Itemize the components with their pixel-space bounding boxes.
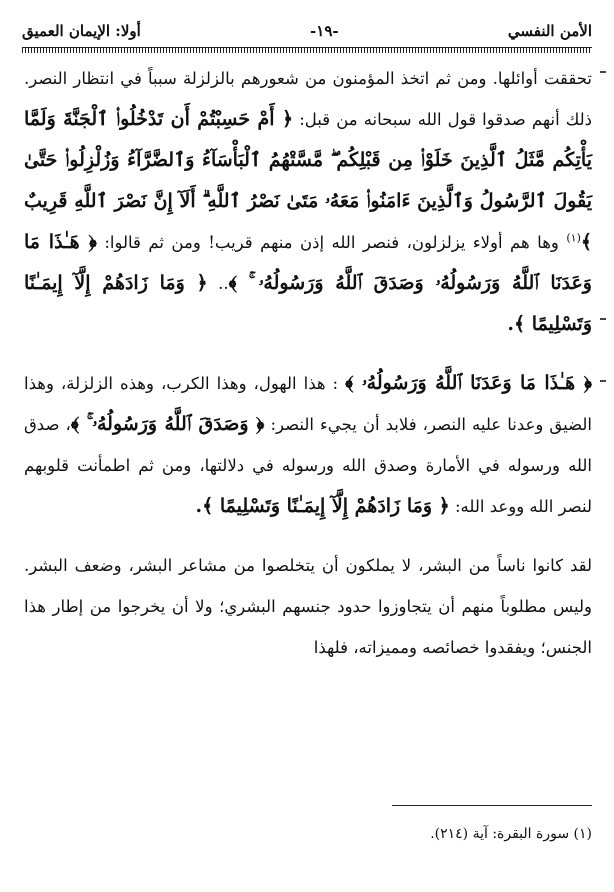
text-run: : هذا الهول، وهذا الكرب، وهذه الزلزلة، وهذا الضيق وعدنا عليه النصر، فلابد أن يجيء النصر: xyxy=(24,374,593,434)
margin-mark xyxy=(600,318,606,320)
page-number: -١٩- xyxy=(310,22,339,40)
quran-verse: ﴿ هَـٰذَا مَا وَعَدَنَا ٱللَّهُ وَرَسُولُهُۥ ﴾ xyxy=(345,372,592,394)
footnote: (١) سورة البقرة: آية (٢١٤). xyxy=(430,826,592,842)
paragraph-1 xyxy=(24,58,592,345)
header-rule xyxy=(22,47,592,53)
paragraph-3: لقد كانوا ناساً من البشر، لا يملكون أن يتخلصوا من مشاعر البشر، وضعف البشر. وليس مطلوباً منهم أن يتجاوزوا حدود جنسهم البشري؛ ولا أن يخرجوا من إطار هذا الجنس؛ ويفقدوا خصائصه ومميزاته، فلهذا xyxy=(24,556,592,657)
running-header xyxy=(22,18,592,44)
text-run: تحققت أوائلها. ومن ثم اتخذ المؤمنون من شعورهم بالزلزلة سبباً في انتظار النصر. ذلك أنهم صدقوا قول الله سبحانه من قبل: xyxy=(24,69,593,129)
text-run: .. xyxy=(207,274,229,293)
quran-verse: ﴿ وَمَا زَادَهُمْ إِلَّآ إِيمَـٰنًا وَتَسْلِيمًا ﴾. xyxy=(195,495,450,517)
footnote-reference: (١) xyxy=(566,231,581,245)
text-run: وها هم أولاء يزلزلون، فنصر الله إذن منهم قريب! ومن ثم قالوا: xyxy=(96,233,567,252)
margin-mark xyxy=(600,380,606,382)
body-text xyxy=(24,58,592,668)
header-section-title: أولا: الإيمان العميق xyxy=(22,22,141,40)
quran-verse: ﴿ أَمْ حَسِبْتُمْ أَن تَدْخُلُوا۟ ٱلْجَنَّةَ وَلَمَّا يَأْتِكُم مَّثَلُ ٱلَّذِينَ خَلَوْا۟ مِن قَبْلِكُم ۖ مَّسَّتْهُمُ ٱلْبَأْسَآءُ وَٱلضَّرَّآءُ وَزُلْزِلُوا۟ حَتَّىٰ يَقُولَ ٱلرَّسُولُ وَٱلَّذِينَ ءَامَنُوا۟ مَعَهُۥ مَتَىٰ نَصْرُ ٱللَّهِ ۗ أَلَآ إِنَّ نَصْرَ ٱللَّهِ قَرِيبٌ ﴾ xyxy=(24,108,592,253)
paragraph-gap xyxy=(24,345,592,363)
footnote-rule xyxy=(392,805,592,806)
header-book-title: الأمن النفسي xyxy=(507,22,592,40)
paragraph-gap xyxy=(24,527,592,545)
text-run: ، صدق الله ورسوله في الأمارة وصدق الله ورسوله في دلالتها، ومن ثم اطمأنت قلوبهم لنصر الله ووعد الله: xyxy=(24,415,592,516)
quran-verse: ﴿ وَمَا زَادَهُمْ إِلَّآ إِيمَـٰنًا وَتَسْلِيمًا ﴾. xyxy=(24,272,592,335)
margin-mark xyxy=(600,71,606,73)
quran-verse: ﴿ هَـٰذَا مَا وَعَدَنَا ٱللَّهُ وَرَسُولُهُۥ وَصَدَقَ ٱللَّهُ وَرَسُولُهُۥ ۚ ﴾ xyxy=(24,231,592,294)
quran-verse: ﴿ وَصَدَقَ ٱللَّهُ وَرَسُولُهُۥ ۚ ﴾ xyxy=(70,413,265,435)
paragraph-2 xyxy=(24,363,592,527)
